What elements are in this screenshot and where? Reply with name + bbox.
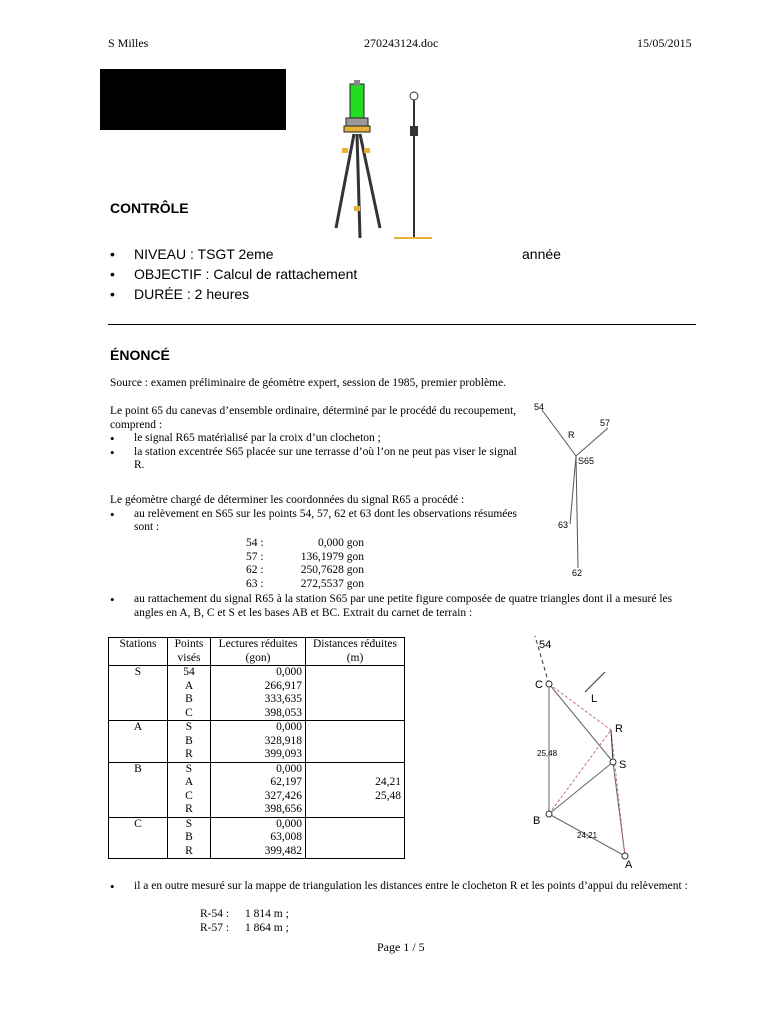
controle-bullets — [110, 244, 561, 304]
intro-text: Le point 65 du canevas d’ensemble ordinaire, déterminé par le procédé du recoupement, comprend : — [110, 405, 517, 431]
logo-block — [100, 69, 286, 130]
sketch1-label: 63 — [558, 520, 569, 530]
header-date: 15/05/2015 — [637, 36, 692, 50]
observations-list — [246, 537, 364, 591]
distances-list — [200, 908, 289, 935]
enonce-title: ÉNONCÉ — [110, 347, 170, 363]
intro-item: • la station excentrée S65 placée sur une terrasse d’où l’on ne peut pas viser le signal R. — [110, 446, 530, 473]
procedure-text: Le géomètre chargé de déterminer les coordonnées du signal R65 a procédé : — [110, 494, 465, 506]
col-lectures: Lectures réduites (gon) — [211, 638, 306, 666]
distances-cell — [306, 817, 405, 859]
points-cell: S B R — [168, 721, 211, 763]
rattachement-block — [110, 593, 690, 620]
distances-cell: 24,21 25,48 — [306, 762, 405, 817]
lectures-cell: 0,000 328,918 399,093 — [211, 721, 306, 763]
distances-cell — [306, 721, 405, 763]
page-number: Page 1 / 5 — [377, 940, 425, 954]
header-author: S Milles — [108, 36, 149, 50]
procedure-block — [110, 494, 530, 535]
sketch1-label: 54 — [534, 402, 545, 412]
sketch2-label: L — [591, 693, 598, 705]
controle-title: CONTRÔLE — [110, 200, 189, 216]
bullet-duree: • DURÉE : 2 heures — [110, 284, 357, 304]
carnet-table — [108, 637, 405, 859]
divider — [108, 324, 696, 325]
table-group-row — [109, 721, 405, 763]
sketch2-label: 25,48 — [537, 749, 558, 758]
sketch1-label: R — [568, 430, 575, 440]
distance-row: R-57 : 1 864 m ; — [200, 921, 289, 934]
figure-sketch — [515, 632, 665, 872]
sketch1-label: 57 — [600, 418, 611, 428]
sketch2-label: B — [533, 815, 541, 827]
sketch2-label: R — [615, 723, 623, 735]
points-cell: S B R — [168, 817, 211, 859]
intro-block — [110, 405, 530, 473]
station-cell: B — [109, 762, 168, 817]
lectures-cell: 0,000 266,917 333,635 398,053 — [211, 666, 306, 721]
sketch1-label: 62 — [572, 568, 583, 578]
bullet-objectif: • OBJECTIF : Calcul de rattachement — [110, 264, 357, 284]
distance-row: R-54 : 1 814 m ; — [200, 908, 289, 920]
total-station-illustration — [328, 78, 438, 248]
distances-cell — [306, 666, 405, 721]
releve-sketch — [530, 398, 640, 588]
table-group-row — [109, 762, 405, 817]
station-cell: S — [109, 666, 168, 721]
releve-item: • au relèvement en S65 sur les points 54, 57, 62 et 63 dont les observations résumées sont : — [110, 508, 530, 535]
observation-row: 57 : 136,1979 gon — [246, 550, 364, 563]
table-group-row — [109, 817, 405, 859]
lectures-cell: 0,000 62,197 327,426 398,656 — [211, 762, 306, 817]
observation-row: 63 : 272,5537 gon — [246, 577, 364, 590]
col-points: Points visés — [168, 638, 211, 666]
observation-row: 62 : 250,7628 gon — [246, 564, 364, 576]
col-stations: Stations — [109, 638, 168, 666]
source-text: Source : examen préliminaire de géomètre expert, session de 1985, premier problème. — [110, 377, 506, 389]
intro-item: • le signal R65 matérialisé par la croix d’un clocheton ; — [110, 432, 530, 446]
bullet-niveau: • NIVEAU : TSGT 2eme année — [110, 244, 357, 264]
sketch2-label: C — [535, 679, 543, 691]
col-distances: Distances réduites (m) — [306, 638, 405, 666]
points-cell: S A C R — [168, 762, 211, 817]
station-cell: C — [109, 817, 168, 859]
final-block — [110, 880, 700, 894]
points-cell: 54 A B C — [168, 666, 211, 721]
observation-row: 54 : 0,000 gon — [246, 537, 364, 549]
lectures-cell: 0,000 63,008 399,482 — [211, 817, 306, 859]
sketch2-label: 54 — [539, 639, 552, 651]
header-filename: 270243124.doc — [364, 36, 439, 50]
sketch2-label: 24,21 — [577, 831, 598, 840]
table-group-row — [109, 666, 405, 721]
sketch2-label: S — [619, 759, 627, 771]
sketch2-label: A — [625, 859, 633, 871]
rattachement-item: • au rattachement du signal R65 à la station S65 par une petite figure composée de quatre triangles dont il a mesuré les angles en A, B, C et S et les bases AB et BC. Extrait du carnet de terrain : — [110, 593, 690, 620]
table-header-row — [109, 638, 405, 666]
station-cell: A — [109, 721, 168, 763]
sketch1-label: S65 — [578, 456, 595, 466]
final-item: • il a en outre mesuré sur la mappe de triangulation les distances entre le clocheton R et les points d’appui du relèvement : — [110, 880, 700, 894]
